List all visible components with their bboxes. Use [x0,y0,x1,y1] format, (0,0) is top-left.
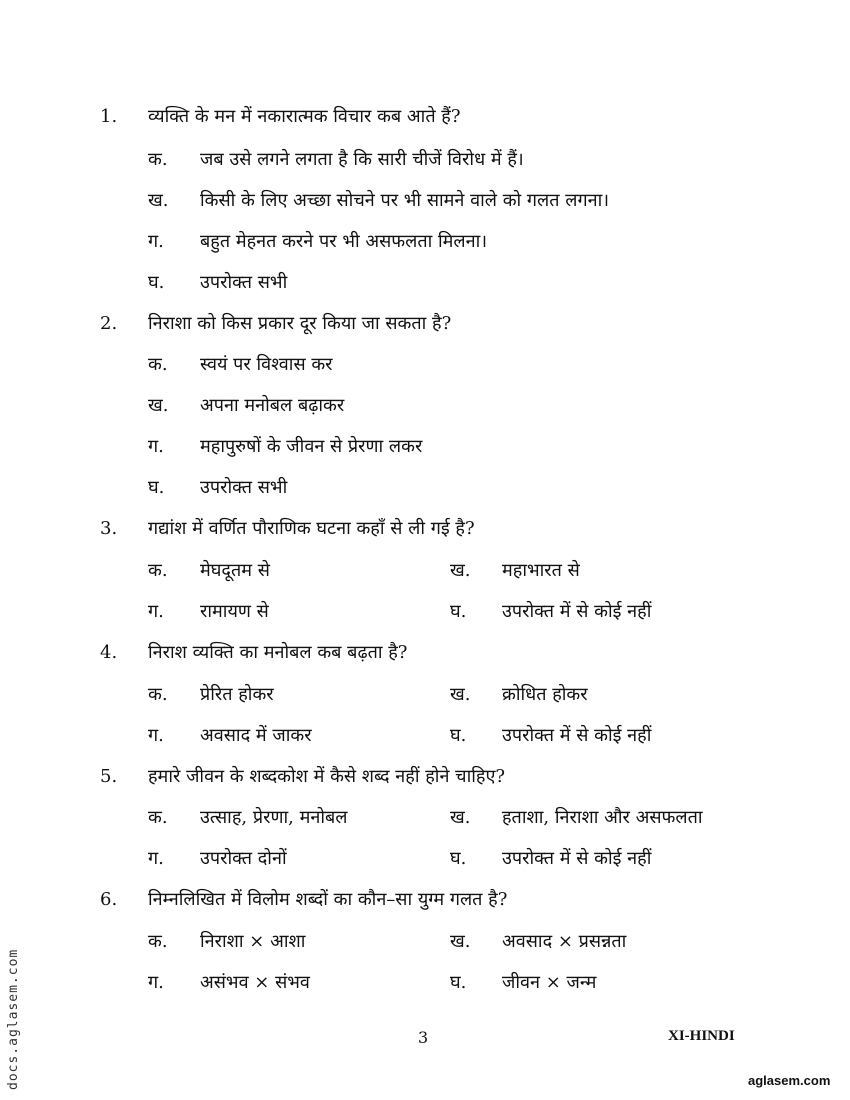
page-number: 3 [418,1028,429,1047]
question-text: निराश व्यक्ति का मनोबल कब बढ़ता है? [148,642,408,663]
option-label: क. [148,931,168,952]
option-label: घ. [450,972,467,993]
option-text: प्रेरित होकर [200,684,274,705]
option-text: हताशा, निराशा और असफलता [502,807,703,828]
option-label: ख. [450,684,471,705]
option-text: अवसाद में जाकर [200,725,312,746]
option-text: उपरोक्त में से कोई नहीं [502,848,652,869]
question-text: निम्नलिखित में विलोम शब्दों का कौन–सा युग्म गलत है? [148,889,508,910]
option-label: क. [148,560,168,581]
question-text: गद्यांश में वर्णित पौराणिक घटना कहाँ से ली गई है? [148,518,475,539]
option-label: ख. [450,807,471,828]
option-text: किसी के लिए अच्छा सोचने पर भी सामने वाले को गलत लगना। [200,190,610,211]
option-label: ख. [450,931,471,952]
subject-code: XI-HINDI [668,1028,735,1044]
option-label: घ. [450,725,467,746]
question-number: 1. [100,106,118,127]
option-label: क. [148,807,168,828]
option-text: उपरोक्त में से कोई नहीं [502,725,652,746]
question-number: 3. [100,518,118,539]
option-label: ख. [148,395,169,416]
option-label: घ. [450,848,467,869]
option-label: ग. [148,601,164,622]
option-text: उपरोक्त सभी [200,272,288,293]
option-text: असंभव × संभव [200,972,310,993]
option-text: बहुत मेहनत करने पर भी असफलता मिलना। [200,231,488,252]
question-number: 5. [100,766,118,787]
option-text: जब उसे लगने लगता है कि सारी चीजें विरोध में हैं। [200,149,524,170]
option-label: ग. [148,725,164,746]
option-text: उपरोक्त सभी [200,477,288,498]
option-label: घ. [450,601,467,622]
option-label: ख. [450,560,471,581]
question-text: व्यक्ति के मन में नकारात्मक विचार कब आते हैं? [148,106,461,127]
question-number: 4. [100,642,118,663]
question-number: 2. [100,313,118,334]
option-label: ग. [148,231,164,252]
option-label: क. [148,684,168,705]
option-text: उपरोक्त दोनों [200,848,287,869]
option-text: निराशा × आशा [200,931,306,952]
question-text: हमारे जीवन के शब्दकोश में कैसे शब्द नहीं होने चाहिए? [148,766,506,787]
option-text: उत्साह, प्रेरणा, मनोबल [200,807,348,828]
option-label: ग. [148,848,164,869]
option-text: अपना मनोबल बढ़ाकर [200,395,345,416]
site-brand: aglasem.com [748,1073,831,1088]
option-text: मेघदूतम से [200,560,270,581]
question-number: 6. [100,889,118,910]
question-text: निराशा को किस प्रकार दूर किया जा सकता है? [148,313,452,334]
option-text: रामायण से [200,601,269,622]
option-text: जीवन × जन्म [502,972,597,993]
option-label: घ. [148,272,165,293]
option-label: ग. [148,972,164,993]
option-text: क्रोधित होकर [502,684,588,705]
option-text: स्वयं पर विश्वास कर [200,354,333,375]
option-label: क. [148,149,168,170]
option-label: क. [148,354,168,375]
option-label: ख. [148,190,169,211]
option-label: ग. [148,436,164,457]
option-text: महाभारत से [502,560,580,581]
option-text: उपरोक्त में से कोई नहीं [502,601,652,622]
option-label: घ. [148,477,165,498]
option-text: महापुरुषों के जीवन से प्रेरणा लकर [200,436,423,457]
option-text: अवसाद × प्रसन्नता [502,931,627,952]
side-watermark: docs.aglasem.com [6,948,21,1090]
